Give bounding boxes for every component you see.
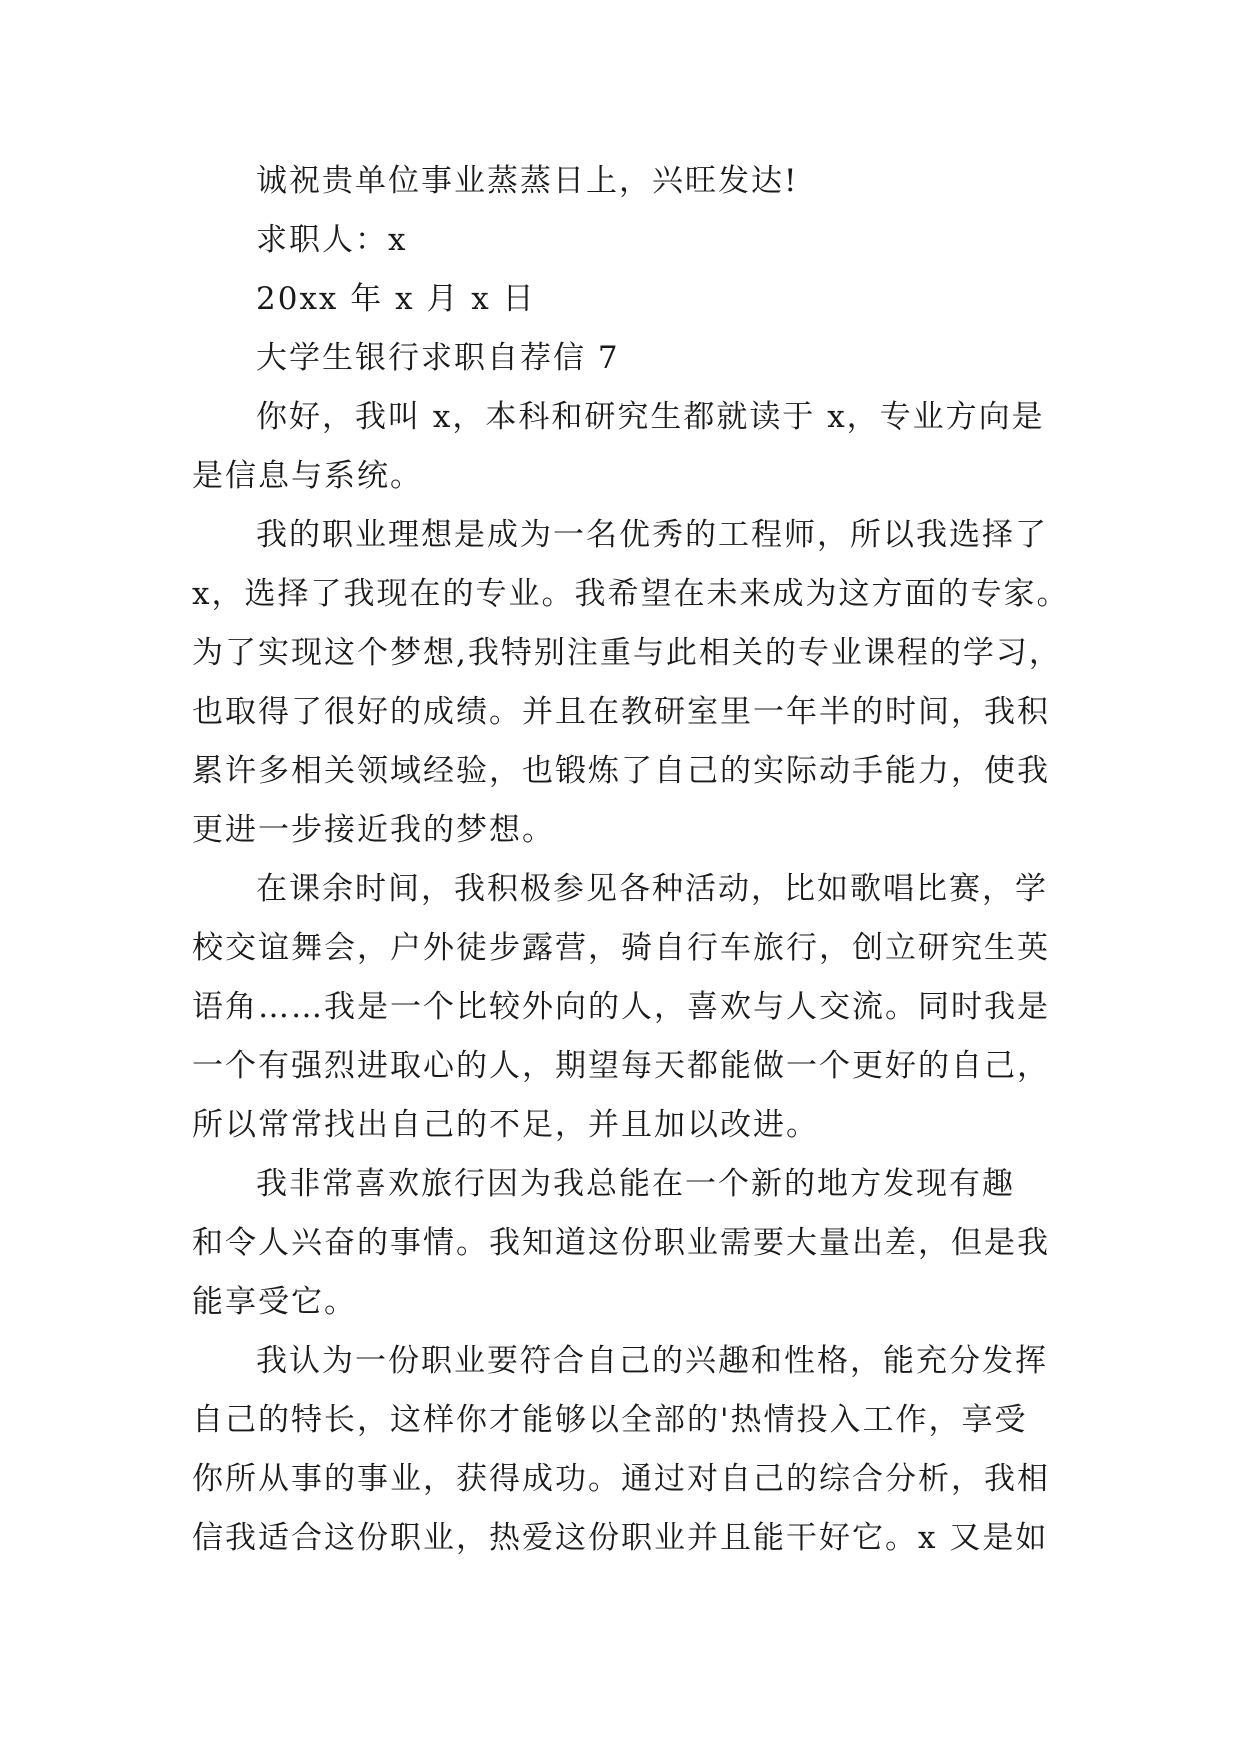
paragraph-line: 更进一步接近我的梦想。	[192, 812, 555, 848]
paragraph	[192, 506, 1070, 860]
paragraph-line: 你所从事的事业，获得成功。通过对自己的综合分析，我相	[192, 1461, 1050, 1497]
paragraph-line: 校交谊舞会，户外徒步露营，骑自行车旅行，创立研究生英	[192, 930, 1050, 966]
paragraph-line: 能享受它。	[192, 1284, 357, 1320]
paragraph-line: 在课余时间，我积极参见各种活动，比如歌唱比赛，学	[256, 871, 1048, 907]
paragraph	[192, 1332, 1054, 1568]
paragraph-line: 我认为一份职业要符合自己的兴趣和性格，能充分发挥	[256, 1343, 1048, 1379]
paragraph-line: 信我适合这份职业，热爱这份职业并且能干好它。x 又是如	[192, 1520, 1049, 1556]
date-line: 20xx 年 x 月 x 日	[256, 281, 536, 317]
section-title: 大学生银行求职自荐信 7	[256, 340, 620, 376]
paragraph-line: 为了实现这个梦想,我特别注重与此相关的专业课程的学习，	[192, 635, 1062, 671]
paragraph	[192, 860, 1054, 1155]
paragraph-line: 和令人兴奋的事情。我知道这份职业需要大量出差，但是我	[192, 1225, 1050, 1261]
paragraph-line: x，选择了我现在的专业。我希望在未来成为这方面的专家。	[192, 576, 1070, 612]
paragraph-line: 累许多相关领域经验，也锻炼了自己的实际动手能力，使我	[192, 753, 1050, 789]
paragraph	[192, 388, 1054, 506]
paragraph-line: 所以常常找出自己的不足，并且加以改进。	[192, 1107, 819, 1143]
paragraph-line: 也取得了很好的成绩。并且在教研室里一年半的时间，我积	[192, 694, 1050, 730]
paragraph-line: 你好，我叫 x，本科和研究生都就读于 x，专业方向是	[256, 399, 1045, 435]
paragraph-line: 一个有强烈进取心的人，期望每天都能做一个更好的自己，	[192, 1048, 1050, 1084]
paragraph-line: 我的职业理想是成为一名优秀的工程师，所以我选择了	[256, 517, 1048, 553]
document-body	[192, 152, 1070, 1568]
paragraph-line: 自己的特长，这样你才能够以全部的'热情投入工作，享受	[192, 1402, 1028, 1438]
signature-line: 求职人：x	[256, 222, 408, 258]
paragraph-line: 是信息与系统。	[192, 458, 423, 494]
closing-line: 诚祝贵单位事业蒸蒸日上，兴旺发达!	[256, 163, 799, 199]
paragraph	[192, 1155, 1054, 1332]
paragraph-line: 语角……我是一个比较外向的人，喜欢与人交流。同时我是	[192, 989, 1050, 1025]
paragraph-line: 我非常喜欢旅行因为我总能在一个新的地方发现有趣	[256, 1166, 1015, 1202]
